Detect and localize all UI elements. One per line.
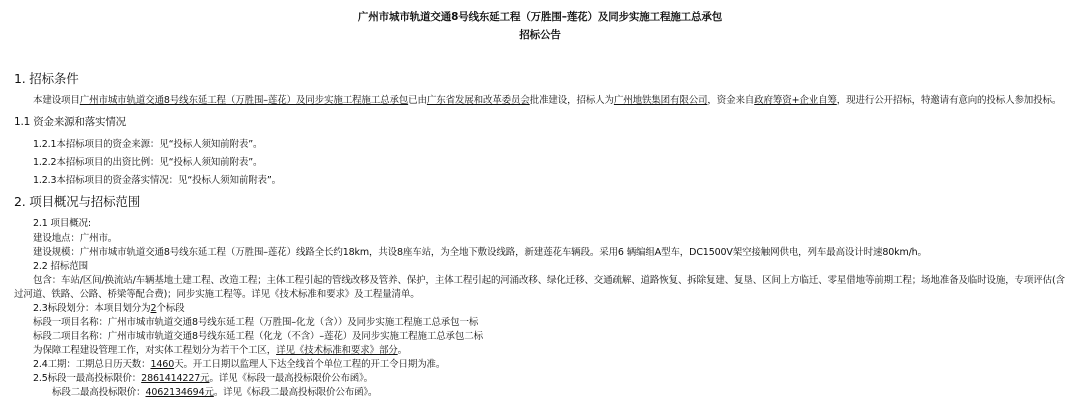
funding-item-1: 1.2.1本招标项目的资金来源：见“投标人须知前附表”。 [33,139,263,150]
funding-item-3: 1.2.3本招标项目的资金落实情况：见“投标人须知前附表”。 [33,175,282,186]
tenderer-name: 广州地铁集团有限公司 [613,95,708,106]
construction-period [33,358,445,371]
section-1-heading: 1. 招标条件 [14,71,79,86]
lot-1-price-prefix: 2.5标段一最高投标限价： [33,373,142,384]
intro-text-1: 本建设项目 [33,95,80,106]
approver-name: 广东省发展和改革委员会 [426,95,530,106]
lot-1-max-price [33,372,373,385]
lot-2-max-price [52,386,377,399]
document-title: 广州市城市轨道交通8号线东延工程（万胜围–莲花）及同步实施工程施工总承包 [357,11,723,23]
lot-2-price-amount: 4062134694元 [145,387,214,398]
period-prefix: 2.4工期：工期总日历天数： [33,359,151,370]
intro-text-2: 已由 [408,95,427,106]
overview-label: 2.1 项目概况: [33,218,91,229]
section-1-1-heading: 1.1 资金来源和落实情况 [14,116,126,128]
construction-location: 建设地点：广州市。 [33,233,118,244]
lot-1-name: 标段一项目名称：广州市城市轨道交通8号线东延工程（万胜围–化龙（含））及同步实施工程施工总承包一标 [33,317,479,328]
section-1-intro [33,94,1061,107]
document-subtitle: 招标公告 [519,29,561,41]
intro-text-5: ，现进行公开招标，特邀请有意向的投标人参加投标。 [836,95,1062,106]
intro-text-3: 批准建设，招标人为 [529,95,614,106]
lot-division-prefix: 2.3标段划分：本项目划分为 [33,303,151,314]
funding-item-2: 1.2.2本招标项目的出资比例：见“投标人须知前附表”。 [33,157,263,168]
period-suffix: 天。开工日期以监理人下达全线首个单位工程的开工令日期为准。 [174,359,446,370]
scope-line-1: 包含：车站/区间/换流站/车辆基地土建工程、改造工程；主体工程引起的管线改移及管养、保护，主体工程引起的河涌改移、绿化迁移、交通疏解、道路恢复、拆除复建、复垦、区间上方临迁、零星借地等前期工程；场地准备及临时设施，专项评估(含 [33,275,1065,286]
work-area-prefix: 为保障工程建设管理工作，对实体工程划分为若干个工区， [33,345,277,356]
work-area-suffix: 。 [397,345,408,356]
work-area-note [33,344,407,357]
lot-2-price-suffix: 。详见《标段二最高投标限价公布函》。 [213,387,378,398]
scope-label: 2.2 招标范围 [33,261,88,272]
lot-1-price-amount: 2861414227元 [141,373,210,384]
period-days: 1460 [150,359,175,370]
construction-scale: 建设规模：广州市城市轨道交通8号线东延工程（万胜围–莲花）线路全长约18km，共设8座车站，为全地下敷设线路，新建莲花车辆段。采用6 辆编组A型车，DC1500V架空接触网供电，列车最高设计时速80km/h。 [33,247,927,258]
funding-source: 政府筹资+企业自筹 [754,95,837,106]
lot-1-price-suffix: 。详见《标段一最高投标限价公布函》。 [209,373,374,384]
technical-standards-link[interactable]: 详见《技术标准和要求》部分 [276,345,398,356]
intro-text-4: ，资金来自 [707,95,755,106]
lot-count: 2 [150,303,157,314]
section-2-heading: 2. 项目概况与招标范围 [14,194,141,209]
lot-division-suffix: 个标段 [156,303,185,314]
lot-2-name: 标段二项目名称：广州市城市轨道交通8号线东延工程（化龙（不含）–莲花）及同步实施工程施工总承包二标 [33,331,483,342]
project-name: 广州市城市轨道交通8号线东延工程（万胜围–莲花）及同步实施工程施工总承包 [79,95,409,106]
lot-division [33,302,184,315]
scope-line-2: 过河道、铁路、公路、桥梁等配合费)；同步实施工程等。详见《技术标准和要求》及工程量清单。 [14,289,420,300]
lot-2-price-prefix: 标段二最高投标限价： [52,387,146,398]
